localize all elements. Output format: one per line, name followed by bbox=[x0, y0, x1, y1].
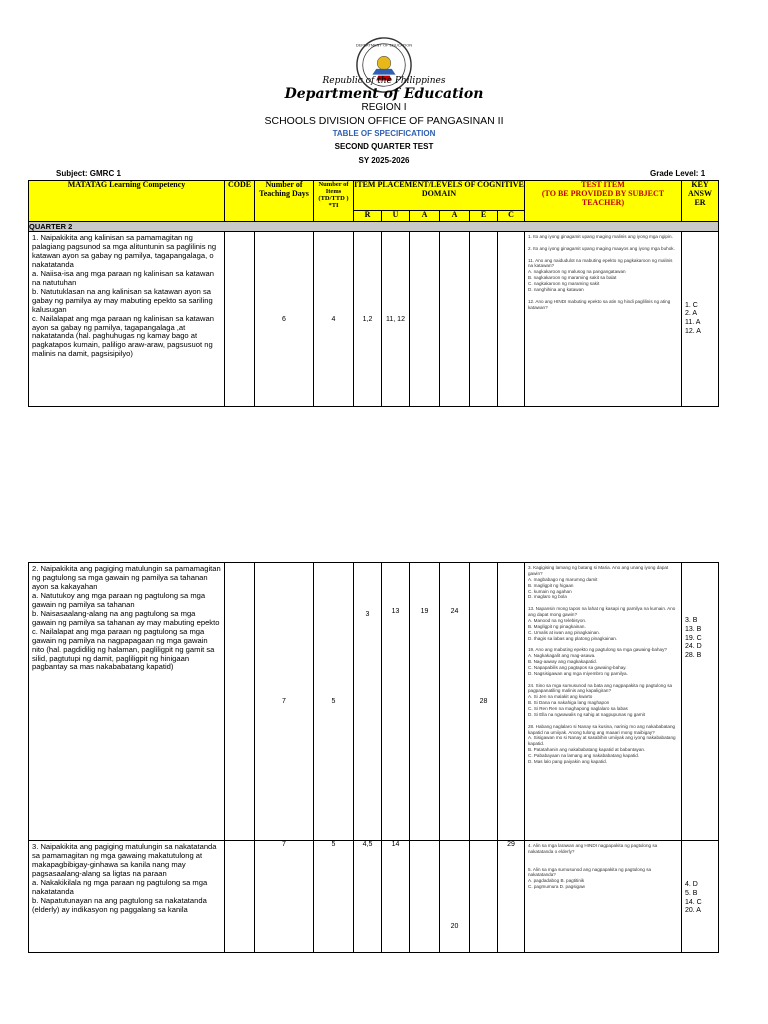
code-cell bbox=[225, 563, 255, 841]
level-a1-cell: 19 bbox=[410, 563, 440, 841]
code-cell bbox=[225, 232, 255, 407]
quarter-label: QUARTER 2 bbox=[29, 222, 719, 232]
days-cell: 7 bbox=[255, 563, 314, 841]
table-title: TABLE OF SPECIFICATION bbox=[332, 129, 436, 138]
teaching-days-header: Number of Teaching Days bbox=[255, 181, 314, 222]
level-e-cell bbox=[470, 232, 498, 407]
test-items-cell: 3. Kagigising lamang ng batang si Maria. Ano ang unang iyong dapat gawin? A. magbabago ng marumng damit B. magligpit ng higaan C. kumain ng agahan D. maglaro ng bola 13. Napansin mong tapos na lahat ng kasapi ng pamilya na kumain. Ano ang dapat mong gawin? A. Manood na ng telebisyon. B. Magligpit ng pinagkainan. C. Umalis at iwan ang pinagkainan. D. Ihagis sa labas ang platong pinagkainan. 19. Ano ang mabuting epekto ng pagtulong sa mga gawaing-bahay? A. Nagkakagalit ang mag-asawa. B. Nag-aaway ang magkakapatid. C. Napapabilis ang pagtapos sa gawaing-bahay. D. Nagsisigawan ang mga miyembro ng pamilya. 24. Sino sa mga sumusunod na bata ang nagpapakita ng pagtulong sa pagpapanatiling malinis ang kapaligiran? A. Si Jen na malakit ang kwarto B. Si Dana na nakahiga lang maghapon C. Si Ren Ren na maghapong naglalaro sa labas D. Si Ella na ngwawalis ng sahig at nagpupunas ng gamit 28. Habang naglalaro si Nanay sa kusina, narinig mo ang nakababatang kapatid na umiiyak. Anong tulong ang maaari mong maibigay? A. Sisigawan mo si Nanay at sasabihin umiiyak ang iyong nakababatang kapatid. B. Patatahanin ang nakababatang kapatid at babantayan. C. Pababayaan na lamang ang nakababatang kapatid. D. Mas lalo pang paiyakin ang kapatid. bbox=[525, 563, 682, 841]
republic-text: Republic of the Philippines bbox=[322, 76, 446, 86]
level-e-cell bbox=[470, 841, 498, 953]
items-cell: 5 bbox=[314, 563, 354, 841]
level-e-cell: 28 bbox=[470, 563, 498, 841]
level-c-header: C bbox=[498, 211, 525, 222]
level-a2-cell bbox=[440, 232, 470, 407]
level-c-cell bbox=[498, 563, 525, 841]
tos-table-part-1 bbox=[28, 180, 719, 407]
items-cell: 5 bbox=[314, 841, 354, 953]
days-cell: 6 bbox=[255, 232, 314, 407]
competency-cell: 3. Naipakikita ang pagiging matulungin sa nakatatanda sa pamamagitan ng mga gawaing makatutulong at makapagbibigay-ginhawa sa kanila nang may pagsasaalang-alang sa ligtas na paraan a. Nakakikilala ng mga paraan ng pagtulong sa mga nakatatanda b. Napatutunayan na ang pagtulong sa nakatatanda (elderly) ay indikasyon ng paggalang sa kanila bbox=[29, 841, 225, 953]
school-year: SY 2025-2026 bbox=[358, 156, 410, 165]
test-item-note: (TO BE PROVIDED BY SUBJECT TEACHER) bbox=[541, 188, 665, 207]
competency-cell: 2. Naipakikita ang pagiging matulungin sa pamamagitan ng pagtulong sa mga gawain ng pamilya sa tahanan ayon sa kakayahan a. Natutukoy ang mga paraan ng pagtulong sa mga gawain ng pamilya sa tahanan b. Naisasaalang-alang na ang pagtulong sa mga gawain ng pamilya sa tahanan ay may mabuting epekto c. Nailalapat ang mga paraan ng pagtulong sa mga gawain ng pamilya na nagpapagaan ng mga gawain nito (hal. pagdidilig ng halaman, pagliligpit ng gamit sa silid, pagtutupi ng damit, pagliligpit ng hinigaan pagbantay sa mas nakababatang kapatid) bbox=[29, 563, 225, 841]
answers-cell: 3. B 13. B 19. C 24. D 28. B bbox=[682, 563, 719, 841]
level-r-cell: 3 bbox=[354, 563, 382, 841]
svg-text:DEPARTMENT OF EDUCATION: DEPARTMENT OF EDUCATION bbox=[355, 42, 413, 48]
level-u-header: U bbox=[382, 211, 410, 222]
department-title: Department of Education bbox=[284, 86, 484, 102]
table-row bbox=[29, 232, 719, 407]
competency-cell: 1. Naipakikita ang kalinisan sa pamamagitan ng palagiang pagsunod sa mga alituntunin sa paglilinis ng katawan ayon sa gabay ng pamilya, tagapangalaga, o nakatatanda a. Naiisa-isa ang mga paraan ng kalinisan sa katawan na natutuhan b. Natutuklasan na ang kalinisan sa katawan ayon sa gabay ng pamilya ay may mabuting epekto sa sariling kalusugan c. Nailalapat ang mga paraan ng kalinisan sa katawan ayon sa gabay ng pamilya, tagapangalaga ,at nakatatanda (hal. paghuhugas ng kamay bago at pagkatapos kumain, paliligo araw-araw, pagsusuot ng malinis na damit, pagsisipilyo) bbox=[29, 232, 225, 407]
region-text: REGION I bbox=[361, 102, 407, 113]
level-c-cell: 29 bbox=[498, 841, 525, 953]
level-a2-cell: 20 bbox=[440, 841, 470, 953]
table-row bbox=[29, 563, 719, 841]
key-answer-header: KEY ANSW ER bbox=[682, 181, 719, 222]
level-r-cell: 1,2 bbox=[354, 232, 382, 407]
level-e-header: E bbox=[470, 211, 498, 222]
placement-header: ITEM PLACEMENT/LEVELS OF COGNITIVE DOMAIN bbox=[354, 181, 525, 211]
test-name: SECOND QUARTER TEST bbox=[334, 142, 434, 151]
level-u-cell: 11, 12 bbox=[382, 232, 410, 407]
test-items-cell: 4. Alin sa mga larawan ang HINDI nagpapakita ng pagtulong sa nakatatanda o elderly? 5. Alin sa mga sumusunod ang nagpapakita ng pagtulong sa nakatatanda? A. pagdadabog B. pagtitinik C. pagmumura D. pagsigaw bbox=[525, 841, 682, 953]
level-a2-cell: 24 bbox=[440, 563, 470, 841]
level-c-cell bbox=[498, 232, 525, 407]
answers-cell: 4. D 5. B 14. C 20. A bbox=[682, 841, 719, 953]
level-r-cell: 4,5 bbox=[354, 841, 382, 953]
items-cell: 4 bbox=[314, 232, 354, 407]
answers-cell: 1. C 2. A 11. A 12. A bbox=[682, 232, 719, 407]
level-r-header: R bbox=[354, 211, 382, 222]
level-a1-header: A bbox=[410, 211, 440, 222]
tos-table-part-2 bbox=[28, 562, 719, 953]
days-cell: 7 bbox=[255, 841, 314, 953]
code-header: CODE bbox=[225, 181, 255, 222]
level-a1-cell bbox=[410, 232, 440, 407]
test-item-header bbox=[525, 181, 682, 222]
num-items-header: Number of Items (TD/TTD ) *TI bbox=[314, 181, 354, 222]
level-a1-cell bbox=[410, 841, 440, 953]
level-u-cell: 14 bbox=[382, 841, 410, 953]
subject-label: Subject: GMRC 1 bbox=[56, 169, 121, 178]
test-items-cell: 1. Ito ang iyong ginagamit upang maging malinis ang iyong mga ngipin. 2. Ito ang iyong ginagamit upang maging maayos ang iyong mga buhok. 11. Ano ang naidudulot na mabuting epekto ng pagkakaroon ng malinis na katawan? A. nagkakaroon ng malusog na pangangatawan B. nagkakaroon ng maraming sakit sa balat C. nagkakaroon ng maraming sakit D. nanghihina ang katawan 12. Ano ang HINDI mabuting epekto sa atin ng hindi paglilinis ng ating katawan? bbox=[525, 232, 682, 407]
grade-level-label: Grade Level: 1 bbox=[650, 169, 706, 178]
test-item-title: TEST ITEM bbox=[581, 180, 625, 189]
table-row bbox=[29, 841, 719, 953]
code-cell bbox=[225, 841, 255, 953]
division-text: SCHOOLS DIVISION OFFICE OF PANGASINAN II bbox=[264, 115, 504, 127]
level-a2-header: A bbox=[440, 211, 470, 222]
level-u-cell: 13 bbox=[382, 563, 410, 841]
competency-header: MATATAG Learning Competency bbox=[29, 181, 225, 222]
